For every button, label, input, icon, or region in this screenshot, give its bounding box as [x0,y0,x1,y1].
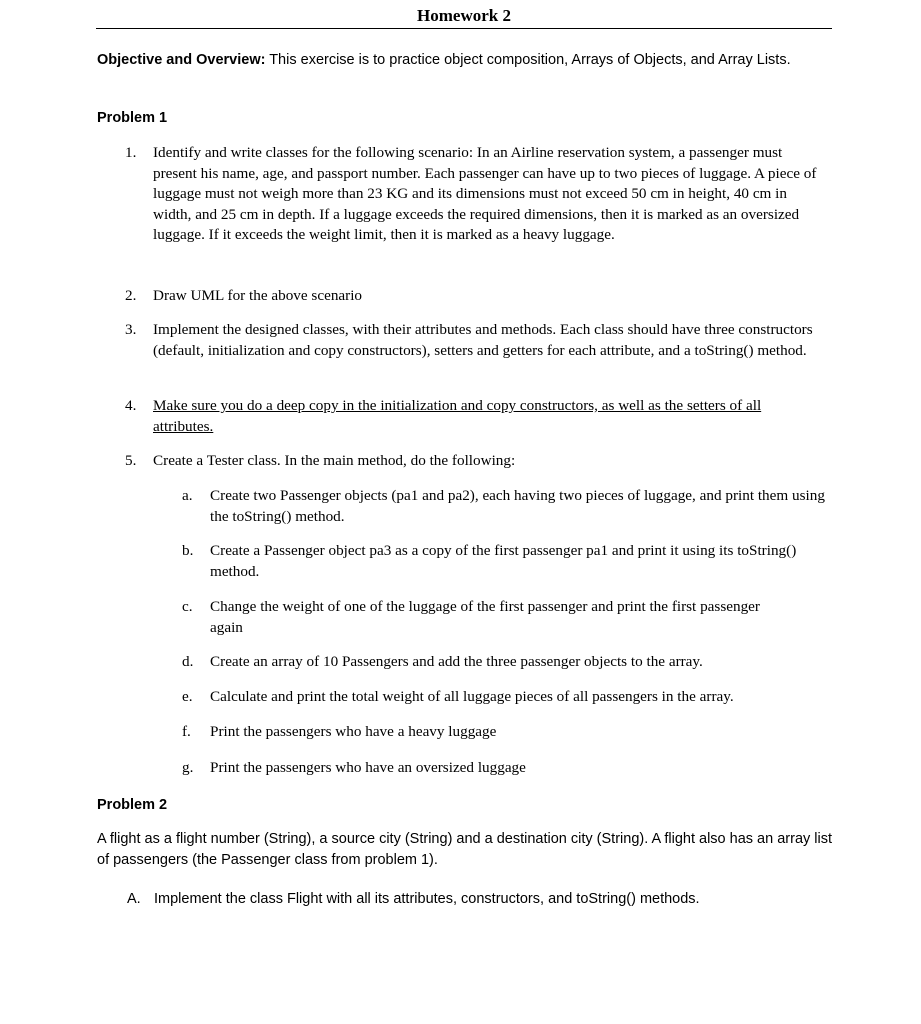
subitem-letter: g. [182,759,194,776]
overview-label: Objective and Overview: [97,52,266,68]
item-text: Create a Tester class. In the main method, do the following: [153,452,516,469]
problem-2-heading: Problem 2 [97,797,168,813]
subitem-text: Print the passengers who have a heavy luggage [210,723,497,740]
problem-2-description: A flight as a flight number (String), a source city (String) and a destination city (String). A flight also has an array list of passengers (the Passenger class from problem 1). [97,831,833,868]
item-letter: A. [127,891,141,907]
subitem-letter: c. [182,598,193,615]
subitem-letter: f. [182,723,191,740]
subitem-text: Create an array of 10 Passengers and add the three passenger objects to the array. [210,653,703,670]
item-number: 3. [125,321,137,338]
item-number: 2. [125,287,137,304]
problem-1-heading: Problem 1 [97,110,168,126]
page-title: Homework 2 [417,6,511,25]
item-text: Draw UML for the above scenario [153,287,363,304]
item-number: 4. [125,397,137,414]
subitem-letter: d. [182,653,194,670]
subitem-letter: a. [182,487,193,504]
item-number: 5. [125,452,137,469]
item-text: Implement the designed classes, with their attributes and methods. Each class should have three constructors (default, initialization and copy constructors), setters and getters for each attribute, and a toString() method. [153,321,813,359]
subitem-text: Calculate and print the total weight of all luggage pieces of all passengers in the array. [210,688,734,705]
subitem-letter: b. [182,542,194,559]
title-bar [96,4,832,29]
subitem-text: Change the weight of one of the luggage of the first passenger and print the first passenger again [210,598,760,636]
item-number: 1. [125,144,137,161]
subitem-text: Print the passengers who have an oversized luggage [210,759,526,776]
item-text: Implement the class Flight with all its attributes, constructors, and toString() methods. [154,891,700,907]
overview-text: This exercise is to practice object composition, Arrays of Objects, and Array Lists. [265,52,791,68]
subitem-text: Create two Passenger objects (pa1 and pa2), each having two pieces of luggage, and print them using the toString() method. [210,487,825,525]
overview-paragraph [97,50,817,71]
subitem-letter: e. [182,688,193,705]
subitem-text: Create a Passenger object pa3 as a copy of the first passenger pa1 and print it using its toString() method. [210,542,797,580]
item-text: Identify and write classes for the following scenario: In an Airline reservation system, a passenger must present his name, age, and passport number. Each passenger can have up to two pieces of luggage. A piece of luggage must not weigh more than 23 KG and its dimensions must not exceed 50 cm in height, 40 cm in width, and 25 cm in depth. If a luggage exceeds the required dimensions, then it is marked as an oversized luggage. If it exceeds the weight limit, then it is marked as a heavy luggage. [153,144,817,243]
item-text-underlined: Make sure you do a deep copy in the initialization and copy constructors, as well as the setters of all attributes. [153,397,762,435]
